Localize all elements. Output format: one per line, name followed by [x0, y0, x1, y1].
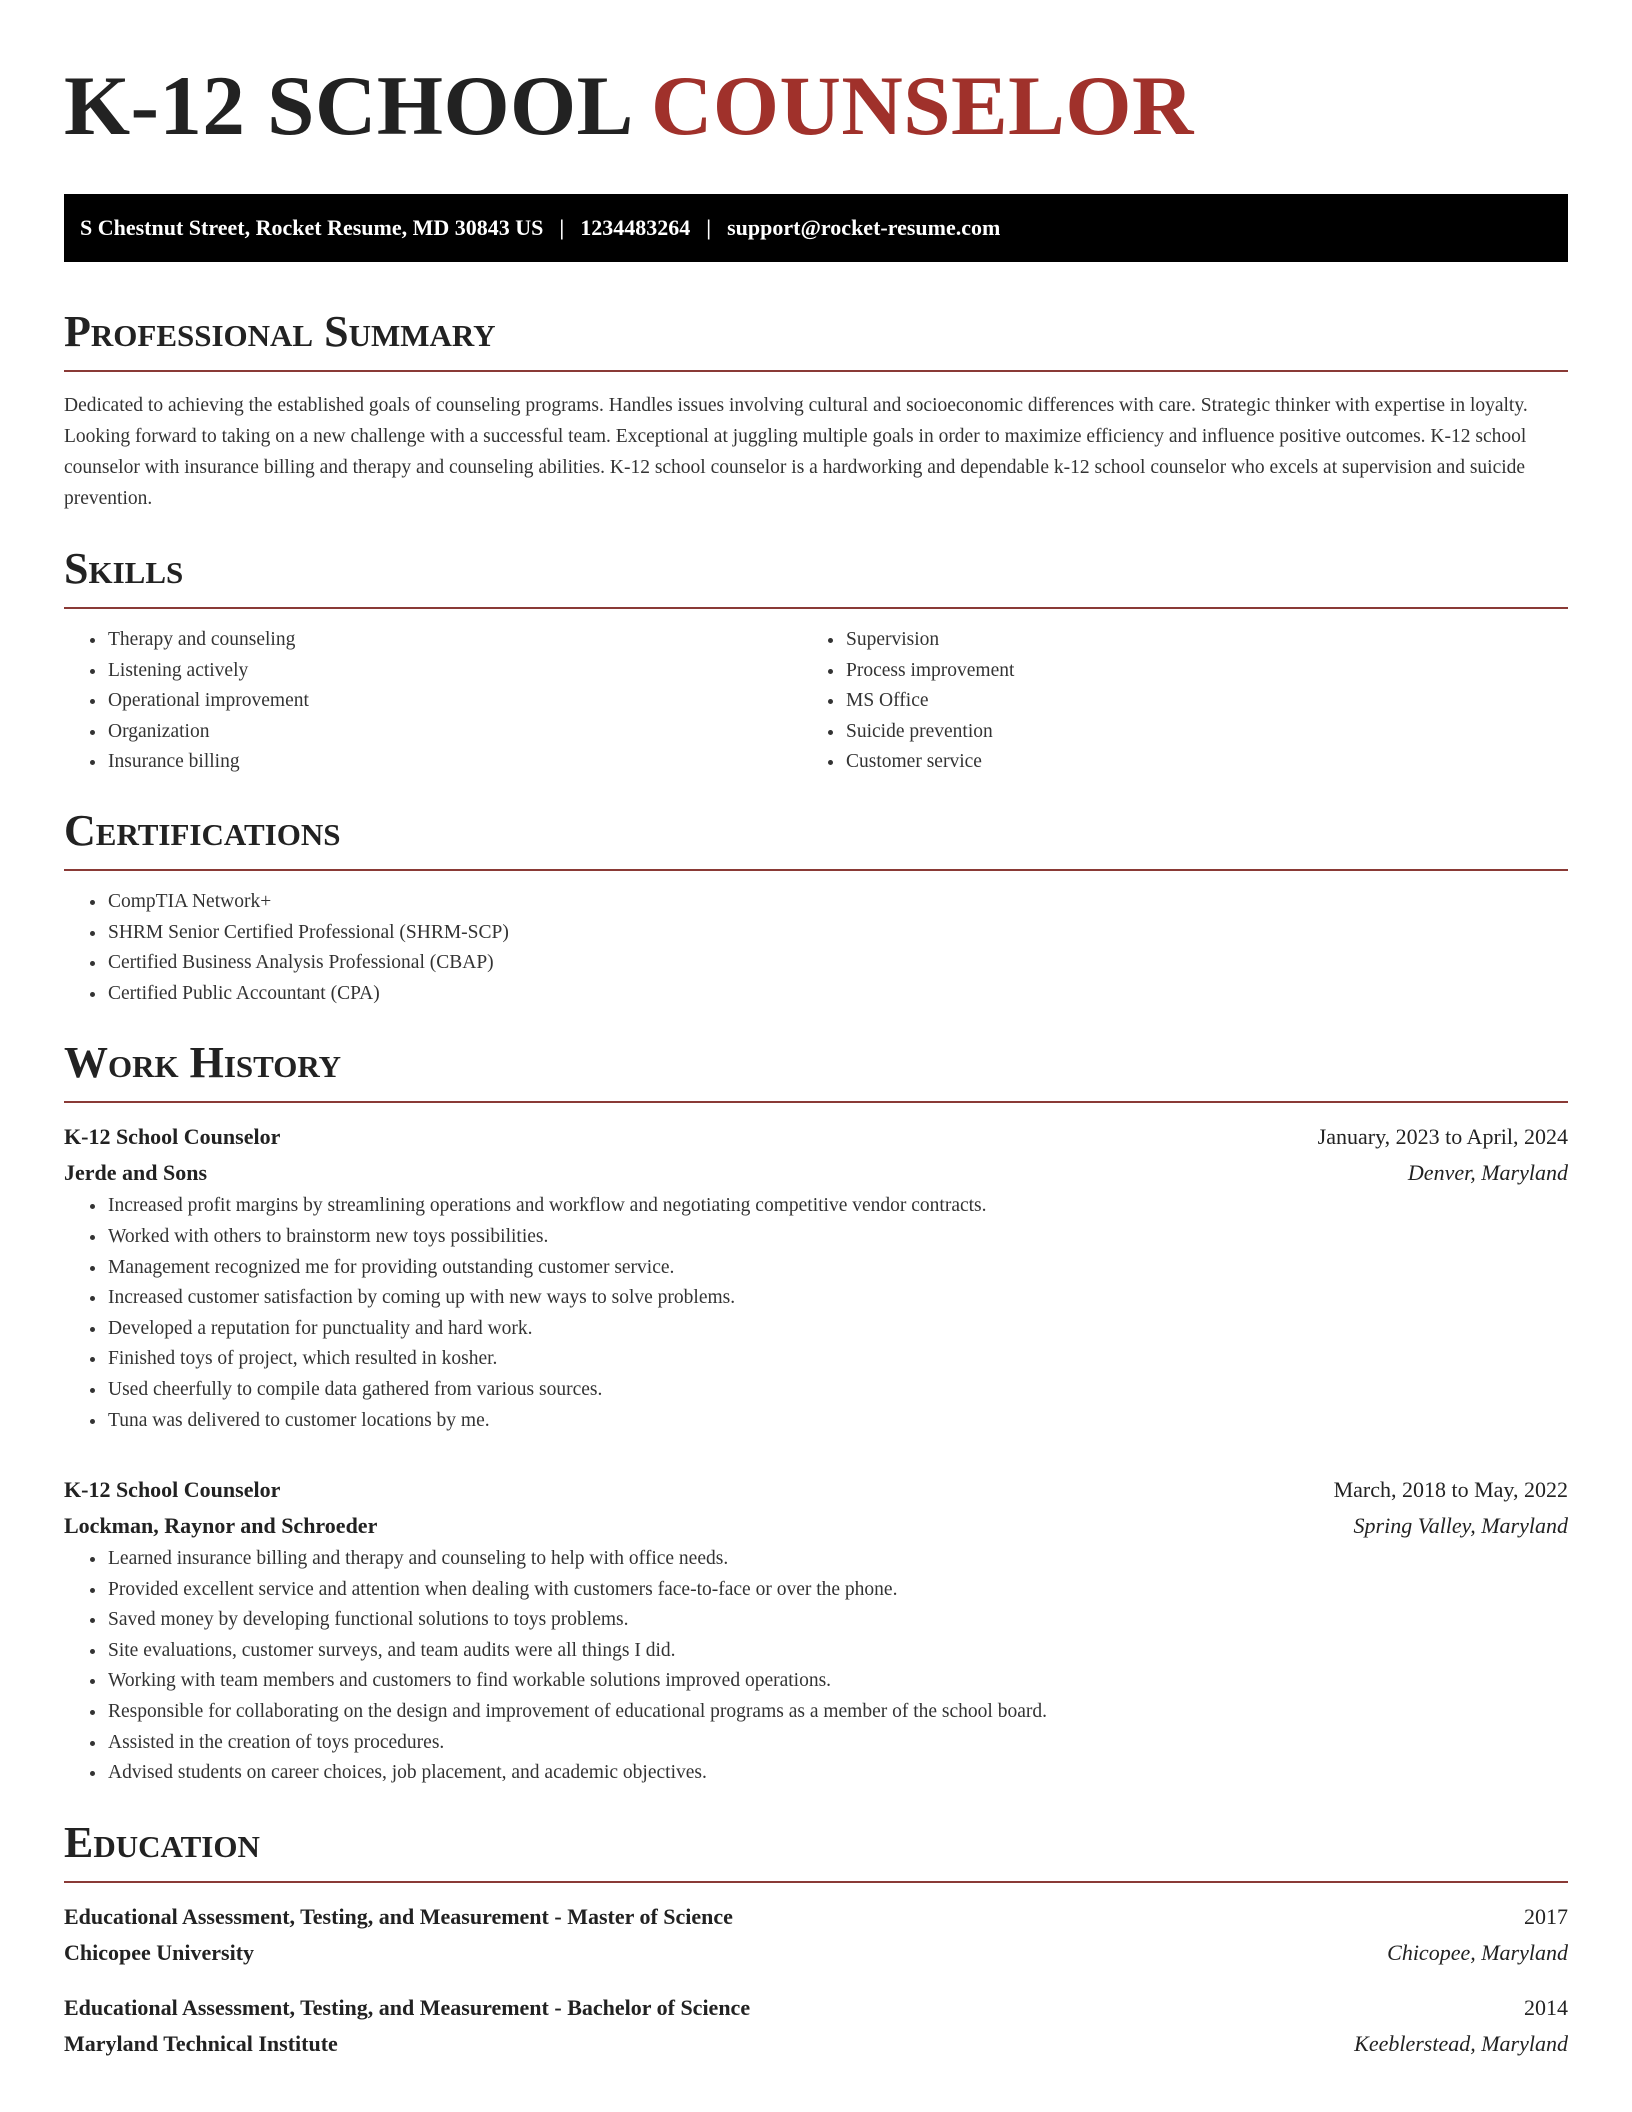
- job-title: K-12 School Counselor: [64, 1477, 281, 1503]
- education-degree-row: [64, 1899, 1568, 1935]
- summary-text: Dedicated to achieving the established goals of counseling programs. Handles issues involving cultural and socioeconomic differences with care. Strategic thinker with expertise in loyalty. Looking forward to taking on a new challenge with a successful team. Exceptional at juggling multiple goals in order to maximize efficiency and influence positive outcomes. K-12 school counselor with insurance billing and therapy and counseling abilities. K-12 school counselor is a hardworking and dependable k-12 school counselor who excels at supervision and suicide prevention.: [64, 395, 1528, 509]
- job-bullet: • Increased profit margins by streamlining operations and workflow and negotiating competitive vendor contracts.: [107, 1191, 1568, 1222]
- job-bullet: • Management recognized me for providing outstanding customer service.: [107, 1253, 1568, 1284]
- education-year: 2017: [1524, 1903, 1568, 1929]
- job-location: Spring Valley, Maryland: [1353, 1513, 1568, 1539]
- skills-list-left: [64, 625, 802, 778]
- name-last: COUNSELOR: [650, 59, 1194, 153]
- contact-separator: |: [559, 215, 565, 240]
- certifications-section: [64, 805, 1568, 1009]
- section-divider: [64, 370, 1568, 372]
- name-first: K-12 SCHOOL: [64, 59, 630, 153]
- contact-address: S Chestnut Street, Rocket Resume, MD 30843 US: [80, 215, 544, 240]
- skill-item: • Therapy and counseling: [107, 625, 802, 656]
- contact-email: support@rocket-resume.com: [727, 215, 1001, 240]
- contact-phone: 1234483264: [580, 215, 691, 240]
- job-bullet: • Site evaluations, customer surveys, and team audits were all things I did.: [107, 1636, 1568, 1667]
- section-divider: [64, 869, 1568, 871]
- job-location: Denver, Maryland: [1407, 1160, 1568, 1186]
- job-header-row: [64, 1472, 1568, 1508]
- job-bullet: • Learned insurance billing and therapy and counseling to help with office needs.: [107, 1544, 1568, 1575]
- work-history-section: [64, 1037, 1568, 1789]
- skills-column-right: [802, 625, 1562, 778]
- skill-item: • Supervision: [845, 625, 1562, 656]
- job-bullet-list: [64, 1191, 1568, 1436]
- education-location: Chicopee, Maryland: [1387, 1939, 1568, 1965]
- education-entry: [64, 1990, 1568, 2062]
- contact-separator: |: [706, 215, 712, 240]
- certification-item: • Certified Business Analysis Professional (CBAP): [107, 948, 1568, 979]
- skills-grid: [64, 625, 1568, 778]
- job-title: K-12 School Counselor: [64, 1124, 281, 1150]
- education-school-row: [64, 1935, 1568, 1971]
- job-dates: January, 2023 to April, 2024: [1317, 1124, 1568, 1150]
- work-history-title: Work History: [64, 1038, 342, 1088]
- job-entry: [64, 1119, 1568, 1436]
- education-degree: Educational Assessment, Testing, and Measurement - Master of Science: [64, 1903, 733, 1929]
- job-bullet-list: [64, 1544, 1568, 1789]
- job-bullet: • Developed a reputation for punctuality and hard work.: [107, 1314, 1568, 1345]
- job-company-row: [64, 1508, 1568, 1544]
- skills-section: [64, 543, 1568, 778]
- education-school: Chicopee University: [64, 1939, 255, 1965]
- job-company: Jerde and Sons: [64, 1160, 208, 1186]
- job-bullet: • Responsible for collaborating on the design and improvement of educational programs as a member of the school board.: [107, 1697, 1568, 1728]
- certification-item: • CompTIA Network+: [107, 887, 1568, 918]
- certifications-list: [64, 887, 1568, 1009]
- education-degree: Educational Assessment, Testing, and Measurement - Bachelor of Science: [64, 1994, 751, 2020]
- certifications-title: Certifications: [64, 805, 341, 855]
- education-degree-row: [64, 1990, 1568, 2026]
- job-bullet: • Assisted in the creation of toys procedures.: [107, 1728, 1568, 1759]
- education-year: 2014: [1524, 1994, 1568, 2020]
- skill-item: • Listening actively: [107, 656, 802, 687]
- job-company: Lockman, Raynor and Schroeder: [64, 1513, 378, 1539]
- job-bullet: • Advised students on career choices, job placement, and academic objectives.: [107, 1758, 1568, 1789]
- education-section: [64, 1817, 1568, 2062]
- section-divider: [64, 1101, 1568, 1103]
- job-bullet: • Saved money by developing functional solutions to toys problems.: [107, 1605, 1568, 1636]
- education-title: Education: [64, 1817, 260, 1867]
- section-divider: [64, 607, 1568, 609]
- job-entry: [64, 1472, 1568, 1789]
- section-divider: [64, 1881, 1568, 1883]
- skill-item: • MS Office: [845, 686, 1562, 717]
- summary-section: [64, 306, 1568, 514]
- certification-item: • Certified Public Accountant (CPA): [107, 979, 1568, 1010]
- skill-item: • Insurance billing: [107, 747, 802, 778]
- skill-item: • Organization: [107, 717, 802, 748]
- job-bullet: • Finished toys of project, which resulted in kosher.: [107, 1344, 1568, 1375]
- job-company-row: [64, 1155, 1568, 1191]
- skills-column-left: [64, 625, 802, 778]
- skill-item: • Suicide prevention: [845, 717, 1562, 748]
- skill-item: • Customer service: [845, 747, 1562, 778]
- job-bullet: • Working with team members and customers to find workable solutions improved operations.: [107, 1666, 1568, 1697]
- job-bullet: • Worked with others to brainstorm new toys possibilities.: [107, 1222, 1568, 1253]
- contact-bar: [64, 194, 1568, 262]
- skills-list-right: [802, 625, 1562, 778]
- skill-item: • Process improvement: [845, 656, 1562, 687]
- summary-title: Professional Summary: [64, 307, 496, 356]
- education-school-row: [64, 2026, 1568, 2062]
- job-bullet: • Provided excellent service and attention when dealing with customers face-to-face or over the phone.: [107, 1575, 1568, 1606]
- resume-name: [64, 56, 1568, 156]
- education-location: Keeblerstead, Maryland: [1354, 2030, 1568, 2056]
- certification-item: • SHRM Senior Certified Professional (SHRM-SCP): [107, 918, 1568, 949]
- job-header-row: [64, 1119, 1568, 1155]
- job-bullet: • Increased customer satisfaction by coming up with new ways to solve problems.: [107, 1283, 1568, 1314]
- skill-item: • Operational improvement: [107, 686, 802, 717]
- job-bullet: • Used cheerfully to compile data gathered from various sources.: [107, 1375, 1568, 1406]
- education-school: Maryland Technical Institute: [64, 2030, 338, 2056]
- education-entry: [64, 1899, 1568, 1971]
- job-dates: March, 2018 to May, 2022: [1333, 1477, 1568, 1503]
- job-bullet: • Tuna was delivered to customer locations by me.: [107, 1406, 1568, 1437]
- skills-title: Skills: [64, 544, 184, 593]
